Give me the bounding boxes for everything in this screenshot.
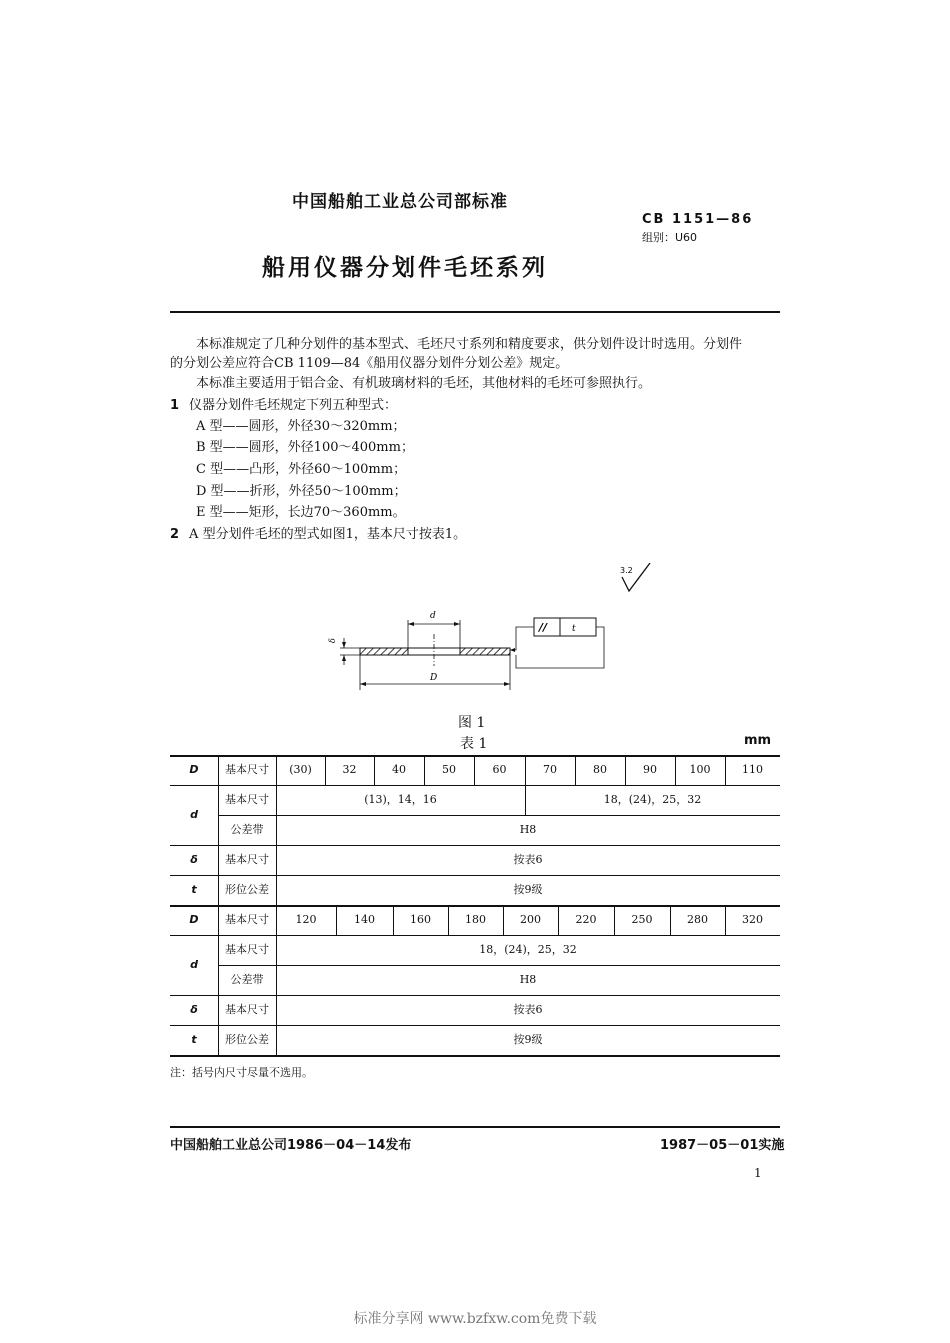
section-2-text: A 型分划件毛坯的型式如图1，基本尺寸按表1。 <box>189 527 467 542</box>
section-1-number: 1 <box>170 398 180 413</box>
table-cell: 220 <box>575 913 597 926</box>
label-basic-size: 基本尺寸 <box>225 1003 269 1016</box>
table-cell: (30) <box>289 763 312 776</box>
table-cell: 18，(24)，25，32 <box>603 793 702 806</box>
label-geometric-tolerance: 形位公差 <box>225 883 269 896</box>
label-basic-size: 基本尺寸 <box>225 913 269 926</box>
label-tolerance-zone: 公差带 <box>230 823 264 836</box>
document-title: 船用仪器分划件毛坯系列 <box>262 255 548 281</box>
table-cell: 180 <box>465 913 486 926</box>
symbol-d: d <box>190 808 198 821</box>
type-a: A 型——圆形，外径30～320mm； <box>196 419 406 434</box>
table-note: 注：括号内尺寸尽量不选用。 <box>170 1066 313 1079</box>
label-basic-size: 基本尺寸 <box>225 853 269 866</box>
top-rule <box>170 311 780 313</box>
table-cell: 200 <box>520 913 541 926</box>
table-cell: 320 <box>742 913 763 926</box>
table-cell: (13)，14，16 <box>364 793 437 806</box>
table-cell: 18，(24)，25，32 <box>479 943 577 956</box>
paragraph-intro-2: 本标准主要适用于铝合金、有机玻璃材料的毛坯，其他材料的毛坯可参照执行。 <box>196 376 652 391</box>
section-2-number: 2 <box>170 527 180 542</box>
type-e: E 型——矩形，长边70～360mm。 <box>196 505 406 520</box>
table-cell: 70 <box>543 763 557 776</box>
page-number: 1 <box>754 1166 762 1180</box>
table-1 <box>170 755 780 1055</box>
table-cell: 32 <box>342 763 357 776</box>
table-cell: 按9级 <box>513 883 543 896</box>
table-cell: 100 <box>689 763 711 776</box>
table-cell: 80 <box>593 763 607 776</box>
table-cell: 50 <box>442 763 456 776</box>
label-tolerance-zone: 公差带 <box>230 973 264 986</box>
symbol-delta: δ <box>190 853 198 866</box>
table-cell: 40 <box>392 763 406 776</box>
table-cell: 90 <box>643 763 657 776</box>
symbol-t: t <box>191 1033 197 1046</box>
fcf-parallel-symbol: // <box>539 621 548 634</box>
type-d: D 型——折形，外径50～100mm； <box>196 484 407 499</box>
symbol-d: d <box>190 958 198 971</box>
issuing-organization: 中国船舶工业总公司部标准 <box>292 192 508 212</box>
figure-1-drawing <box>326 610 616 692</box>
table-cell: H8 <box>519 973 537 986</box>
section-1-text: 仪器分划件毛坯规定下列五种型式： <box>189 398 398 413</box>
label-basic-size: 基本尺寸 <box>225 943 269 956</box>
table-cell: 250 <box>631 913 653 926</box>
table-cell: 110 <box>742 763 763 776</box>
table-cell: 按9级 <box>513 1033 543 1046</box>
dim-label-d: d <box>430 611 436 621</box>
symbol-delta: δ <box>190 1003 198 1016</box>
roughness-symbol <box>620 563 654 599</box>
dim-label-D: D <box>430 673 438 683</box>
fcf-value: t <box>572 624 576 634</box>
symbol-D: D <box>189 763 199 776</box>
section-2 <box>170 525 466 544</box>
label-basic-size: 基本尺寸 <box>225 793 269 806</box>
table-cell: 160 <box>410 913 431 926</box>
table-cell: 60 <box>492 763 507 776</box>
roughness-value: 3.2 <box>620 566 633 575</box>
paragraph-intro-1-cont: 的分划公差应符合CB 1109—84《船用仪器分划件分划公差》规定。 <box>170 356 569 371</box>
label-basic-size: 基本尺寸 <box>225 763 269 776</box>
issue-date: 中国船舶工业总公司1986－04－14发布 <box>170 1138 412 1153</box>
standard-code: CB 1151—86 <box>642 212 754 227</box>
table-cell: 按表6 <box>513 853 543 866</box>
table-cell: 280 <box>687 913 708 926</box>
section-1 <box>170 396 397 415</box>
table-cell: H8 <box>519 823 537 836</box>
bottom-rule <box>170 1126 780 1128</box>
paragraph-intro-1: 本标准规定了几种分划件的基本型式、毛坯尺寸系列和精度要求，供分划件设计时选用。分划件 <box>196 337 743 352</box>
standard-group: 组别：U60 <box>642 231 698 244</box>
table-unit: mm <box>744 733 772 748</box>
plate-right-section <box>460 648 510 655</box>
type-b: B 型——圆形，外径100～400mm； <box>196 440 414 455</box>
figure-caption: 图 1 <box>458 715 486 731</box>
watermark: 标准分享网 www.bzfxw.com免费下载 <box>353 1311 597 1327</box>
label-geometric-tolerance: 形位公差 <box>225 1033 269 1046</box>
dim-label-delta: δ <box>328 638 337 643</box>
symbol-D: D <box>189 913 199 926</box>
table-caption: 表 1 <box>460 736 488 752</box>
table-cell: 120 <box>295 913 317 926</box>
table-cell: 按表6 <box>513 1003 543 1016</box>
type-c: C 型——凸形，外径60～100mm； <box>196 462 407 477</box>
symbol-t: t <box>191 883 197 896</box>
plate-left-section <box>360 648 408 655</box>
implementation-date: 1987－05－01实施 <box>660 1138 785 1153</box>
table-cell: 140 <box>354 913 375 926</box>
